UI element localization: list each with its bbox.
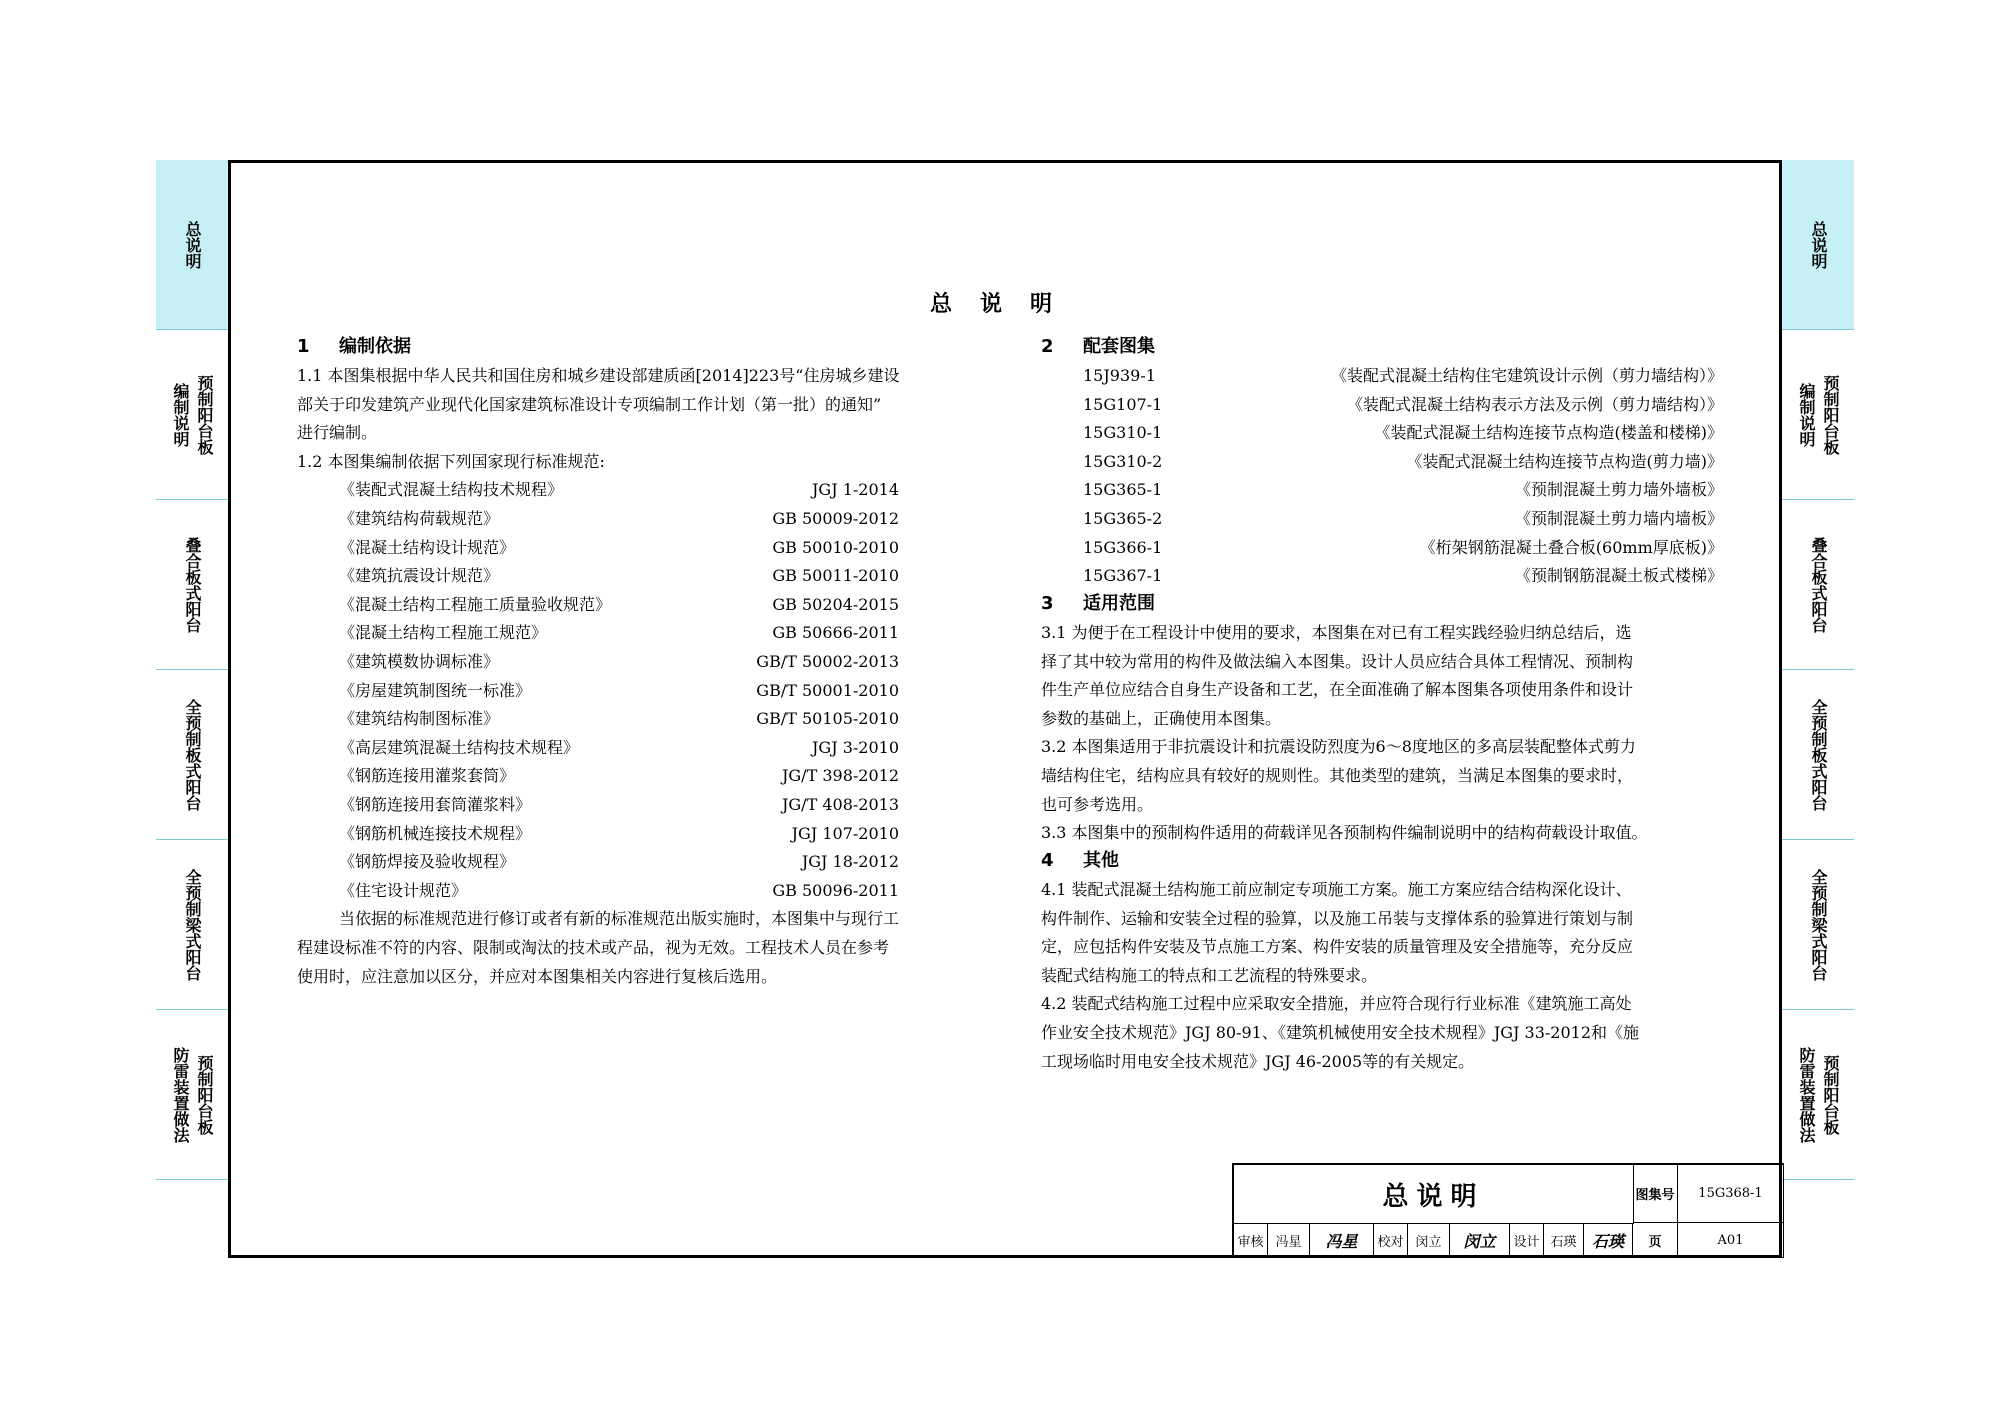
standard-row xyxy=(339,534,899,562)
atlas-code: 15G365-2 xyxy=(1083,509,1163,528)
section-1-2-intro: 1.2 本图集编制依据下列国家现行标准规范: xyxy=(297,451,605,471)
atlas-name: 《装配式混凝土结构连接节点构造(楼盖和楼梯)》 xyxy=(1374,423,1723,443)
side-tab-3 xyxy=(156,500,228,670)
section-4-heading xyxy=(1041,847,1119,875)
side-tab-label: 总说明 xyxy=(183,220,202,269)
atlas-code: 15G310-1 xyxy=(1083,423,1163,443)
side-tab-5 xyxy=(156,840,228,1010)
atlas-row xyxy=(1083,562,1723,590)
section-4-line: 4.2 装配式结构施工过程中应采取安全措施，并应符合现行行业标准《建筑施工高处 xyxy=(1041,994,1632,1014)
section-2-heading xyxy=(1041,333,1155,361)
standard-row xyxy=(339,591,899,619)
section-1-note-line-3: 使用时，应注意加以区分，并应对本图集相关内容进行复核后选用。 xyxy=(297,966,778,986)
section-3-heading xyxy=(1041,590,1155,618)
standard-code: GB 50666-2011 xyxy=(772,623,899,643)
section-1-note-line-2: 程建设标准不符的内容、限制或淘汰的技术或产品，视为无效。工程技术人员在参考 xyxy=(297,938,890,957)
designer-signature: 石瑛 xyxy=(1584,1223,1633,1258)
standard-code: GB 50010-2010 xyxy=(772,537,899,557)
section-3-line: 择了其中较为常用的构件及做法编入本图集。设计人员应结合具体工程情况、预制构 xyxy=(1041,651,1634,671)
section-2-number: 2 xyxy=(1041,336,1054,357)
section-3-line: 参数的基础上，正确使用本图集。 xyxy=(1041,708,1282,728)
standard-row xyxy=(339,505,899,533)
side-tab-label: 编制说明 xyxy=(1797,382,1816,447)
atlas-name: 《装配式混凝土结构连接节点构造(剪力墙)》 xyxy=(1406,451,1723,471)
standard-code: GB 50096-2011 xyxy=(772,880,899,900)
standard-code: JGJ 1-2014 xyxy=(812,480,899,500)
standard-row xyxy=(339,619,899,647)
atlas-row xyxy=(1083,391,1723,419)
side-tab-label: 预制阳台板 xyxy=(195,1054,214,1135)
atlas-code: 15G367-1 xyxy=(1083,566,1163,586)
standard-name: 《钢筋连接用灌浆套筒》 xyxy=(339,766,516,786)
standard-row xyxy=(339,562,899,590)
section-4-line: 工现场临时用电安全技术规范》JGJ 46-2005等的有关规定。 xyxy=(1041,1051,1475,1071)
section-4-line: 装配式结构施工的特点和工艺流程的特殊要求。 xyxy=(1041,965,1378,985)
atlas-row xyxy=(1083,476,1723,504)
title-block xyxy=(1232,1163,1784,1258)
checker-name: 闵立 xyxy=(1408,1223,1450,1258)
section-2-title: 配套图集 xyxy=(1083,336,1155,357)
section-1-1-line-3: 进行编制。 xyxy=(297,423,378,443)
atlas-number-label: 图集号 xyxy=(1633,1165,1678,1223)
side-tab-6 xyxy=(156,1010,228,1180)
standard-code: GB/T 50001-2010 xyxy=(756,680,899,700)
section-3-line: 也可参考选用。 xyxy=(1041,794,1154,814)
atlas-code: 15G107-1 xyxy=(1083,394,1163,414)
standard-row xyxy=(339,648,899,676)
section-1-number: 1 xyxy=(297,336,310,357)
checker-signature: 闵立 xyxy=(1450,1223,1510,1258)
standard-name: 《建筑结构制图标准》 xyxy=(339,709,500,729)
standard-code: JG/T 398-2012 xyxy=(781,766,899,786)
section-3-title: 适用范围 xyxy=(1083,593,1155,614)
section-4-line: 4.1 装配式混凝土结构施工前应制定专项施工方案。施工方案应结合结构深化设计、 xyxy=(1041,880,1632,899)
side-tab-label: 全预制梁式阳台 xyxy=(1809,868,1828,981)
side-tab-1 xyxy=(156,160,228,330)
standard-name: 《高层建筑混凝土结构技术规程》 xyxy=(339,737,580,757)
reviewer-signature: 冯星 xyxy=(1310,1223,1374,1258)
side-tab-2 xyxy=(1782,330,1854,500)
review-label: 审核 xyxy=(1234,1223,1268,1258)
standard-name: 《钢筋焊接及验收规程》 xyxy=(339,852,516,872)
side-tab-4 xyxy=(156,670,228,840)
atlas-row xyxy=(1083,534,1723,562)
atlas-code: 15G365-1 xyxy=(1083,480,1163,500)
standard-name: 《钢筋连接用套筒灌浆料》 xyxy=(339,795,532,814)
side-tab-label: 总说明 xyxy=(1809,220,1828,269)
standard-row xyxy=(339,476,899,504)
standard-row xyxy=(339,848,899,876)
standard-name: 《房屋建筑制图统一标准》 xyxy=(339,680,532,700)
section-1-1-line-2: 部关于印发建筑产业现代化国家建筑标准设计专项编制工作计划（第一批）的通知” xyxy=(297,394,882,414)
section-4-number: 4 xyxy=(1041,850,1054,871)
standard-code: JGJ 107-2010 xyxy=(791,823,899,843)
standard-name: 《混凝土结构工程施工质量验收规范》 xyxy=(339,594,612,614)
standard-row xyxy=(339,677,899,705)
section-3-line: 墙结构住宅，结构应具有较好的规则性。其他类型的建筑，当满足本图集的要求时， xyxy=(1041,766,1634,785)
check-label: 校对 xyxy=(1374,1223,1408,1258)
standard-code: JGJ 3-2010 xyxy=(812,737,899,757)
side-tab-label: 预制阳台板 xyxy=(1821,1054,1840,1135)
atlas-row xyxy=(1083,505,1723,533)
side-tab-5 xyxy=(1782,840,1854,1010)
page-label: 页 xyxy=(1633,1223,1678,1258)
standard-name: 《建筑抗震设计规范》 xyxy=(339,566,500,586)
side-tab-label: 全预制板式阳台 xyxy=(1809,698,1828,811)
standard-row xyxy=(339,877,899,905)
section-1-title: 编制依据 xyxy=(339,336,411,357)
section-4-title: 其他 xyxy=(1083,850,1119,871)
atlas-name: 《装配式混凝土结构表示方法及示例（剪力墙结构）》 xyxy=(1346,394,1723,414)
section-3-line: 3.2 本图集适用于非抗震设计和抗震设防烈度为6～8度地区的多高层装配整体式剪力 xyxy=(1041,737,1636,757)
standard-code: JG/T 408-2013 xyxy=(781,795,899,814)
standard-code: JGJ 18-2012 xyxy=(801,852,899,872)
side-tab-label: 编制说明 xyxy=(171,382,190,447)
standard-code: GB/T 50105-2010 xyxy=(756,709,899,729)
drawing-frame xyxy=(228,160,1782,1258)
side-tab-1 xyxy=(1782,160,1854,330)
side-tab-label: 叠合板式阳台 xyxy=(183,536,202,633)
side-tab-3 xyxy=(1782,500,1854,670)
page-number: A01 xyxy=(1678,1223,1784,1258)
standard-row xyxy=(339,705,899,733)
title-block-title: 总说明 xyxy=(1234,1165,1634,1224)
standard-name: 《钢筋机械连接技术规程》 xyxy=(339,823,532,843)
atlas-code: 15J939-1 xyxy=(1083,366,1156,385)
atlas-name: 《预制混凝土剪力墙内墙板》 xyxy=(1514,509,1723,528)
atlas-name: 《预制混凝土剪力墙外墙板》 xyxy=(1514,480,1723,500)
atlas-code: 15G310-2 xyxy=(1083,451,1163,471)
side-tab-label: 防雷装置做法 xyxy=(1797,1046,1816,1143)
section-4-line: 作业安全技术规范》JGJ 80-91、《建筑机械使用安全技术规程》JGJ 33-2012和《施 xyxy=(1041,1023,1640,1042)
page-title: 总说明 xyxy=(929,292,1080,317)
atlas-number: 15G368-1 xyxy=(1678,1165,1784,1223)
section-4-line: 构件制作、运输和安装全过程的验算，以及施工吊装与支撑体系的验算进行策划与制 xyxy=(1041,908,1634,928)
standard-name: 《建筑结构荷载规范》 xyxy=(339,509,500,528)
standard-code: GB 50011-2010 xyxy=(772,566,899,586)
standard-name: 《住宅设计规范》 xyxy=(339,880,468,900)
side-tab-4 xyxy=(1782,670,1854,840)
atlas-row xyxy=(1083,362,1723,390)
side-tab-6 xyxy=(1782,1010,1854,1180)
side-tab-label: 全预制梁式阳台 xyxy=(183,868,202,981)
section-3-line: 3.1 为便于在工程设计中使用的要求，本图集在对已有工程实践经验归纳总结后，选 xyxy=(1041,623,1632,642)
section-3-number: 3 xyxy=(1041,593,1054,614)
section-1-1-line-1: 1.1 本图集根据中华人民共和国住房和城乡建设部建质函[2014]223号“住房城乡建设 xyxy=(297,366,900,385)
standard-code: GB/T 50002-2013 xyxy=(756,652,899,671)
atlas-name: 《装配式混凝土结构住宅建筑设计示例（剪力墙结构）》 xyxy=(1330,366,1723,385)
standard-name: 《建筑模数协调标准》 xyxy=(339,652,500,671)
atlas-name: 《预制钢筋混凝土板式楼梯》 xyxy=(1514,566,1723,586)
side-tab-label: 全预制板式阳台 xyxy=(183,698,202,811)
side-tab-label: 预制阳台板 xyxy=(195,374,214,455)
section-1-note-line-1: 当依据的标准规范进行修订或者有新的标准规范出版实施时，本图集中与现行工 xyxy=(339,909,900,929)
atlas-row xyxy=(1083,448,1723,476)
section-1-heading xyxy=(297,333,411,361)
side-tab-label: 叠合板式阳台 xyxy=(1809,536,1828,633)
standard-row xyxy=(339,820,899,848)
standard-code: GB 50204-2015 xyxy=(772,594,899,614)
standard-row xyxy=(339,762,899,790)
side-tab-label: 防雷装置做法 xyxy=(171,1046,190,1143)
design-label: 设计 xyxy=(1510,1223,1544,1258)
standard-name: 《装配式混凝土结构技术规程》 xyxy=(339,480,564,500)
atlas-name: 《桁架钢筋混凝土叠合板(60mm厚底板)》 xyxy=(1419,537,1723,557)
standard-name: 《混凝土结构设计规范》 xyxy=(339,537,516,557)
standard-code: GB 50009-2012 xyxy=(772,509,899,528)
standard-name: 《混凝土结构工程施工规范》 xyxy=(339,623,548,643)
atlas-code: 15G366-1 xyxy=(1083,537,1163,557)
reviewer-name: 冯星 xyxy=(1268,1223,1310,1258)
section-4-line: 定，应包括构件安装及节点施工方案、构件安装的质量管理及安全措施等，充分反应 xyxy=(1041,937,1634,957)
standard-row xyxy=(339,734,899,762)
side-tab-label: 预制阳台板 xyxy=(1821,374,1840,455)
section-3-line: 件生产单位应结合自身生产设备和工艺，在全面准确了解本图集各项使用条件和设计 xyxy=(1041,680,1634,700)
side-tab-2 xyxy=(156,330,228,500)
standard-row xyxy=(339,791,899,819)
designer-name: 石瑛 xyxy=(1544,1223,1584,1258)
atlas-row xyxy=(1083,419,1723,447)
section-3-line: 3.3 本图集中的预制构件适用的荷载详见各预制构件编制说明中的结构荷载设计取值。 xyxy=(1041,823,1648,843)
